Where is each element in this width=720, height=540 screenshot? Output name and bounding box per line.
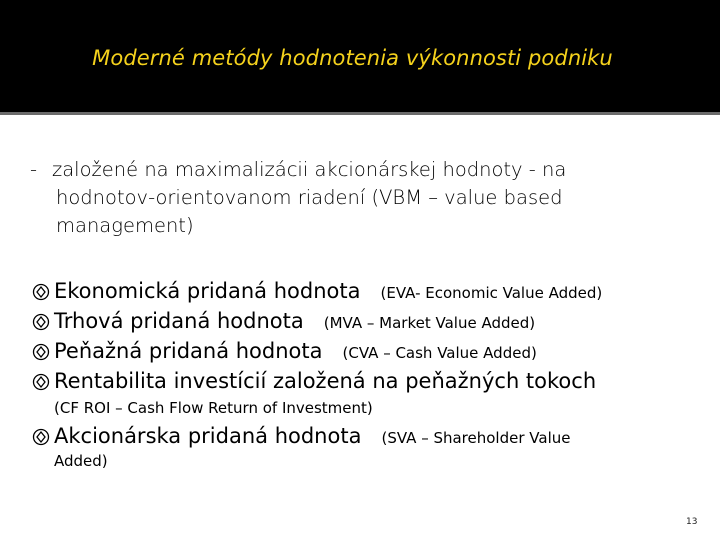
intro-line-1: [30, 156, 670, 184]
item-title: Rentabilita investícií založená na peňažných tokoch: [54, 369, 597, 393]
list-item-main: [54, 339, 537, 363]
hollow-diamond-icon: [32, 343, 50, 361]
item-title: Ekonomická pridaná hodnota: [54, 279, 361, 303]
intro-text-1: založené na maximalizácii akcionárskej hodnoty - na: [52, 158, 567, 181]
item-subtitle: (CF ROI – Cash Flow Return of Investment): [54, 399, 373, 417]
item-subtitle: (CVA – Cash Value Added): [342, 344, 537, 362]
intro-dash: -: [30, 158, 38, 181]
item-title: Peňažná pridaná hodnota: [54, 339, 323, 363]
item-title: Akcionárska pridaná hodnota: [54, 424, 362, 448]
item-subtitle: (SVA – Shareholder Value: [381, 429, 571, 447]
item-subtitle: (EVA- Economic Value Added): [380, 284, 603, 302]
hollow-diamond-icon: [32, 373, 50, 391]
intro-paragraph: [30, 156, 670, 240]
page-number: 13: [686, 517, 698, 527]
item-title: Trhová pridaná hodnota: [54, 309, 304, 333]
intro-line-2: hodnotov-orientovanom riadení (VBM – value based: [56, 186, 563, 209]
hollow-diamond-icon: [32, 283, 50, 301]
list-item-main: [54, 424, 570, 448]
item-subtitle: (MVA – Market Value Added): [323, 314, 536, 332]
list-item-main: [54, 309, 535, 333]
item-subtitle-continuation: Added): [54, 452, 108, 470]
intro-line-3: management): [56, 214, 194, 237]
hollow-diamond-icon: [32, 428, 50, 446]
list-item-main: [54, 279, 602, 303]
title-bar: [0, 0, 720, 112]
slide-title: Moderné metódy hodnotenia výkonnosti podniku: [92, 46, 613, 70]
title-divider: [0, 112, 720, 115]
hollow-diamond-icon: [32, 313, 50, 331]
